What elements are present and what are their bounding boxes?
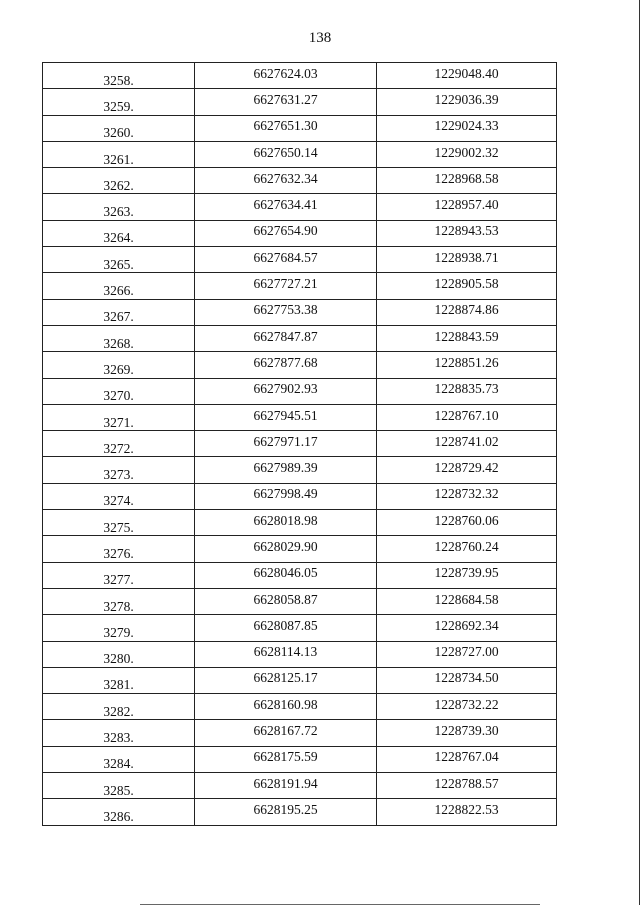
point-number-cell <box>43 720 195 746</box>
table-row <box>43 510 557 536</box>
point-number-cell-text: 3263. <box>103 204 134 220</box>
y-coordinate-cell <box>377 773 557 799</box>
point-number-cell <box>43 536 195 562</box>
y-coordinate-cell-text: 1228760.24 <box>434 538 499 554</box>
table-row <box>43 588 557 614</box>
point-number-cell-text: 3286. <box>103 808 134 824</box>
x-coordinate-cell <box>195 562 377 588</box>
x-coordinate-cell-text: 6627998.49 <box>253 486 318 502</box>
x-coordinate-cell-text: 6627877.68 <box>253 354 318 370</box>
table-row <box>43 667 557 693</box>
y-coordinate-cell-text: 1228938.71 <box>434 249 499 265</box>
table-row <box>43 562 557 588</box>
y-coordinate-cell-text: 1228729.42 <box>434 460 499 476</box>
x-coordinate-cell <box>195 667 377 693</box>
point-number-cell-text: 3261. <box>103 151 134 167</box>
y-coordinate-cell <box>377 63 557 89</box>
table-row <box>43 89 557 115</box>
y-coordinate-cell-text: 1228739.95 <box>434 565 499 581</box>
x-coordinate-cell-text: 6627753.38 <box>253 302 318 318</box>
y-coordinate-cell-text: 1228905.58 <box>434 276 499 292</box>
x-coordinate-cell-text: 6628029.90 <box>253 538 318 554</box>
point-number-cell-text: 3268. <box>103 335 134 351</box>
x-coordinate-cell-text: 6627971.17 <box>253 433 318 449</box>
point-number-cell <box>43 588 195 614</box>
x-coordinate-cell <box>195 63 377 89</box>
y-coordinate-cell-text: 1228734.50 <box>434 670 499 686</box>
point-number-cell <box>43 562 195 588</box>
point-number-cell <box>43 89 195 115</box>
x-coordinate-cell-text: 6627989.39 <box>253 460 318 476</box>
y-coordinate-cell-text: 1228739.30 <box>434 723 499 739</box>
x-coordinate-cell <box>195 352 377 378</box>
y-coordinate-cell-text: 1228692.34 <box>434 617 499 633</box>
point-number-cell <box>43 694 195 720</box>
point-number-cell-text: 3279. <box>103 624 134 640</box>
x-coordinate-cell-text: 6627902.93 <box>253 381 318 397</box>
point-number-cell <box>43 299 195 325</box>
x-coordinate-cell-text: 6627654.90 <box>253 223 318 239</box>
point-number-cell <box>43 220 195 246</box>
x-coordinate-cell <box>195 615 377 641</box>
point-number-cell <box>43 141 195 167</box>
point-number-cell-text: 3285. <box>103 782 134 798</box>
x-coordinate-cell-text: 6628058.87 <box>253 591 318 607</box>
coordinates-table-body <box>43 63 557 826</box>
y-coordinate-cell-text: 1229024.33 <box>434 118 499 134</box>
point-number-cell-text: 3273. <box>103 467 134 483</box>
x-coordinate-cell-text: 6628087.85 <box>253 617 318 633</box>
point-number-cell-text: 3271. <box>103 414 134 430</box>
x-coordinate-cell <box>195 168 377 194</box>
x-coordinate-cell-text: 6627945.51 <box>253 407 318 423</box>
point-number-cell-text: 3276. <box>103 545 134 561</box>
x-coordinate-cell <box>195 457 377 483</box>
table-row <box>43 299 557 325</box>
x-coordinate-cell-text: 6627684.57 <box>253 249 318 265</box>
table-row <box>43 352 557 378</box>
point-number-cell-text: 3264. <box>103 230 134 246</box>
point-number-cell-text: 3281. <box>103 677 134 693</box>
table-row <box>43 325 557 351</box>
x-coordinate-cell <box>195 378 377 404</box>
y-coordinate-cell-text: 1228957.40 <box>434 197 499 213</box>
table-row <box>43 536 557 562</box>
y-coordinate-cell-text: 1228788.57 <box>434 775 499 791</box>
point-number-cell-text: 3265. <box>103 256 134 272</box>
point-number-cell-text: 3269. <box>103 361 134 377</box>
y-coordinate-cell <box>377 325 557 351</box>
y-coordinate-cell <box>377 352 557 378</box>
table-row <box>43 641 557 667</box>
x-coordinate-cell-text: 6628114.13 <box>253 644 318 660</box>
point-number-cell-text: 3260. <box>103 125 134 141</box>
x-coordinate-cell-text: 6627651.30 <box>253 118 318 134</box>
x-coordinate-cell-text: 6627634.41 <box>253 197 318 213</box>
y-coordinate-cell <box>377 615 557 641</box>
table-row <box>43 247 557 273</box>
y-coordinate-cell <box>377 89 557 115</box>
page-number: 138 <box>308 30 332 46</box>
y-coordinate-cell <box>377 431 557 457</box>
x-coordinate-cell <box>195 799 377 825</box>
y-coordinate-cell-text: 1228684.58 <box>434 591 499 607</box>
point-number-cell <box>43 404 195 430</box>
point-number-cell-text: 3272. <box>103 440 134 456</box>
point-number-cell <box>43 63 195 89</box>
point-number-cell-text: 3270. <box>103 388 134 404</box>
x-coordinate-cell <box>195 588 377 614</box>
x-coordinate-cell <box>195 115 377 141</box>
x-coordinate-cell-text: 6628175.59 <box>253 749 318 765</box>
x-coordinate-cell-text: 6628191.94 <box>253 775 318 791</box>
point-number-cell-text: 3282. <box>103 703 134 719</box>
point-number-cell-text: 3262. <box>103 177 134 193</box>
y-coordinate-cell <box>377 799 557 825</box>
y-coordinate-cell <box>377 247 557 273</box>
x-coordinate-cell <box>195 273 377 299</box>
table-row <box>43 615 557 641</box>
x-coordinate-cell <box>195 641 377 667</box>
table-row <box>43 273 557 299</box>
y-coordinate-cell <box>377 378 557 404</box>
y-coordinate-cell <box>377 536 557 562</box>
y-coordinate-cell-text: 1228968.58 <box>434 170 499 186</box>
table-row <box>43 799 557 825</box>
y-coordinate-cell <box>377 168 557 194</box>
x-coordinate-cell <box>195 194 377 220</box>
x-coordinate-cell <box>195 404 377 430</box>
y-coordinate-cell <box>377 273 557 299</box>
y-coordinate-cell <box>377 746 557 772</box>
table-row <box>43 431 557 457</box>
table-row <box>43 141 557 167</box>
y-coordinate-cell <box>377 299 557 325</box>
point-number-cell <box>43 510 195 536</box>
x-coordinate-cell <box>195 536 377 562</box>
table-row <box>43 115 557 141</box>
y-coordinate-cell-text: 1229036.39 <box>434 91 499 107</box>
y-coordinate-cell <box>377 457 557 483</box>
y-coordinate-cell-text: 1228851.26 <box>434 354 499 370</box>
table-row <box>43 746 557 772</box>
point-number-cell-text: 3274. <box>103 493 134 509</box>
x-coordinate-cell-text: 6628195.25 <box>253 801 318 817</box>
point-number-cell <box>43 378 195 404</box>
y-coordinate-cell <box>377 562 557 588</box>
x-coordinate-cell <box>195 299 377 325</box>
x-coordinate-cell-text: 6628018.98 <box>253 512 318 528</box>
point-number-cell <box>43 352 195 378</box>
table-row <box>43 720 557 746</box>
x-coordinate-cell <box>195 89 377 115</box>
point-number-cell <box>43 247 195 273</box>
table-row <box>43 404 557 430</box>
y-coordinate-cell <box>377 588 557 614</box>
x-coordinate-cell <box>195 431 377 457</box>
y-coordinate-cell <box>377 720 557 746</box>
table-row <box>43 694 557 720</box>
y-coordinate-cell-text: 1228732.32 <box>434 486 499 502</box>
point-number-cell <box>43 431 195 457</box>
point-number-cell <box>43 667 195 693</box>
y-coordinate-cell <box>377 115 557 141</box>
table-row <box>43 773 557 799</box>
x-coordinate-cell-text: 6627624.03 <box>253 65 318 81</box>
y-coordinate-cell-text: 1228767.10 <box>434 407 499 423</box>
y-coordinate-cell-text: 1228727.00 <box>434 644 499 660</box>
table-row <box>43 378 557 404</box>
y-coordinate-cell <box>377 667 557 693</box>
x-coordinate-cell <box>195 220 377 246</box>
table-row <box>43 483 557 509</box>
y-coordinate-cell-text: 1229002.32 <box>434 144 499 160</box>
point-number-cell-text: 3259. <box>103 98 134 114</box>
y-coordinate-cell-text: 1228835.73 <box>434 381 499 397</box>
coordinates-table <box>42 62 557 826</box>
point-number-cell-text: 3258. <box>103 72 134 88</box>
y-coordinate-cell-text: 1228732.22 <box>434 696 499 712</box>
y-coordinate-cell <box>377 194 557 220</box>
table-row <box>43 194 557 220</box>
point-number-cell <box>43 168 195 194</box>
point-number-cell <box>43 746 195 772</box>
x-coordinate-cell-text: 6628046.05 <box>253 565 318 581</box>
x-coordinate-cell <box>195 746 377 772</box>
point-number-cell <box>43 457 195 483</box>
y-coordinate-cell-text: 1228874.86 <box>434 302 499 318</box>
point-number-cell-text: 3284. <box>103 756 134 772</box>
y-coordinate-cell-text: 1228843.59 <box>434 328 499 344</box>
x-coordinate-cell-text: 6627847.87 <box>253 328 318 344</box>
point-number-cell <box>43 325 195 351</box>
x-coordinate-cell <box>195 247 377 273</box>
y-coordinate-cell <box>377 641 557 667</box>
point-number-cell-text: 3283. <box>103 730 134 746</box>
point-number-cell-text: 3277. <box>103 572 134 588</box>
point-number-cell-text: 3266. <box>103 283 134 299</box>
x-coordinate-cell <box>195 141 377 167</box>
point-number-cell <box>43 799 195 825</box>
point-number-cell <box>43 615 195 641</box>
point-number-cell-text: 3280. <box>103 651 134 667</box>
point-number-cell <box>43 773 195 799</box>
y-coordinate-cell <box>377 141 557 167</box>
point-number-cell <box>43 194 195 220</box>
x-coordinate-cell-text: 6628125.17 <box>253 670 318 686</box>
table-row <box>43 220 557 246</box>
x-coordinate-cell <box>195 483 377 509</box>
x-coordinate-cell-text: 6627650.14 <box>253 144 318 160</box>
point-number-cell <box>43 115 195 141</box>
y-coordinate-cell <box>377 220 557 246</box>
x-coordinate-cell <box>195 720 377 746</box>
x-coordinate-cell-text: 6627631.27 <box>253 91 318 107</box>
point-number-cell <box>43 483 195 509</box>
y-coordinate-cell-text: 1229048.40 <box>434 65 499 81</box>
point-number-cell <box>43 273 195 299</box>
y-coordinate-cell-text: 1228767.04 <box>434 749 499 765</box>
table-row <box>43 63 557 89</box>
y-coordinate-cell <box>377 483 557 509</box>
x-coordinate-cell-text: 6628160.98 <box>253 696 318 712</box>
x-coordinate-cell-text: 6627632.34 <box>253 170 318 186</box>
point-number-cell-text: 3267. <box>103 309 134 325</box>
x-coordinate-cell <box>195 773 377 799</box>
y-coordinate-cell <box>377 510 557 536</box>
y-coordinate-cell-text: 1228741.02 <box>434 433 499 449</box>
y-coordinate-cell <box>377 694 557 720</box>
y-coordinate-cell-text: 1228760.06 <box>434 512 499 528</box>
y-coordinate-cell-text: 1228822.53 <box>434 801 499 817</box>
point-number-cell-text: 3275. <box>103 519 134 535</box>
y-coordinate-cell-text: 1228943.53 <box>434 223 499 239</box>
x-coordinate-cell-text: 6627727.21 <box>253 276 318 292</box>
x-coordinate-cell-text: 6628167.72 <box>253 723 318 739</box>
point-number-cell <box>43 641 195 667</box>
table-row <box>43 168 557 194</box>
x-coordinate-cell <box>195 325 377 351</box>
y-coordinate-cell <box>377 404 557 430</box>
x-coordinate-cell <box>195 694 377 720</box>
table-row <box>43 457 557 483</box>
x-coordinate-cell <box>195 510 377 536</box>
point-number-cell-text: 3278. <box>103 598 134 614</box>
